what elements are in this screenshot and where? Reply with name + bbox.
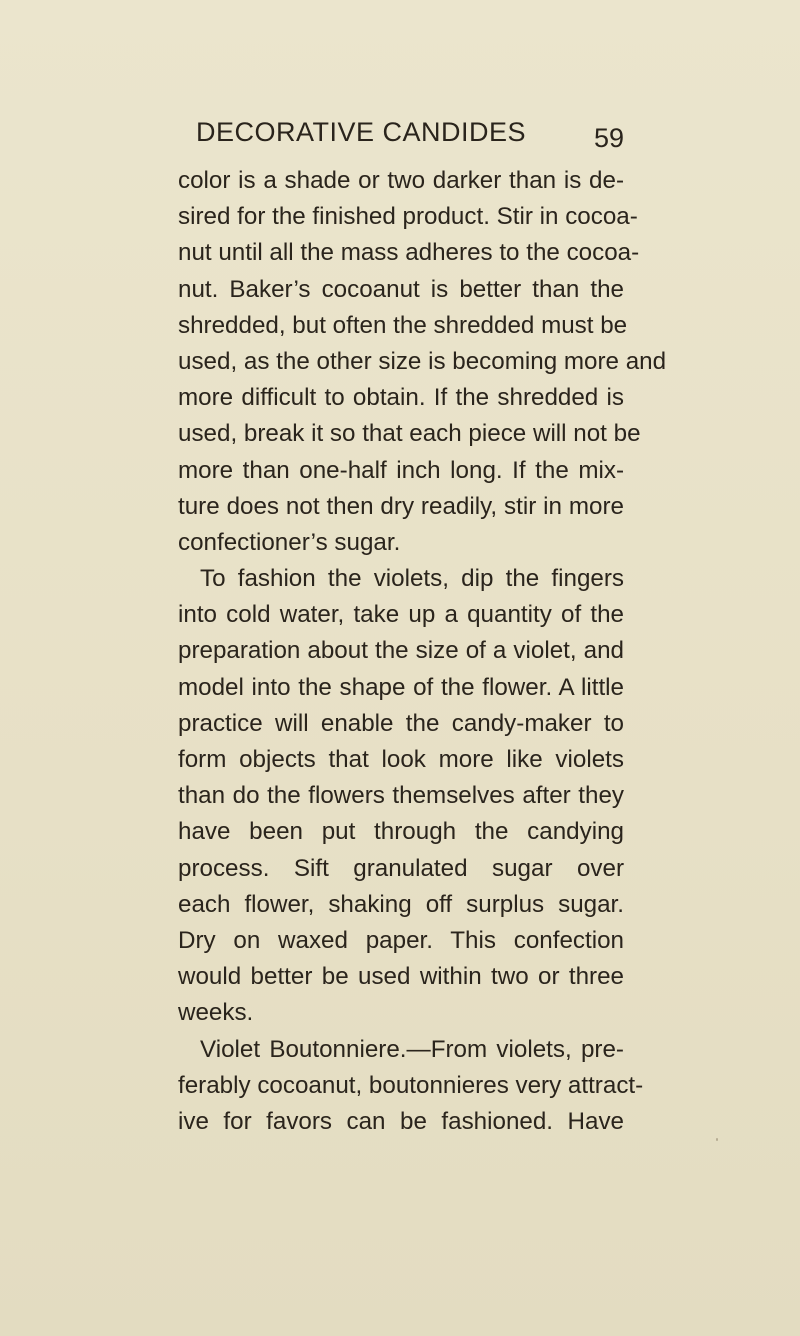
running-title: DECORATIVE CANDIDES xyxy=(196,117,527,147)
text-line: color is a shade or two darker than is de- xyxy=(178,167,624,194)
text-line: process. Sift granulated sugar over xyxy=(178,854,624,882)
text-line: confectioner’s sugar. xyxy=(178,528,401,556)
text-line: than do the flowers themselves after they xyxy=(178,782,624,810)
text-line: model into the shape of the flower. A little xyxy=(178,673,624,701)
text-line: sired for the finished product. Stir in cocoa- xyxy=(178,203,638,231)
text-line: ture does not then dry readily, stir in more xyxy=(178,492,624,520)
text-line: preparation about the size of a violet, and xyxy=(178,637,624,665)
text-line: To fashion the violets, dip the fingers xyxy=(200,565,624,593)
text-line: form objects that look more like violets xyxy=(178,746,624,773)
text-line: weeks. xyxy=(178,999,254,1027)
text-line: practice will enable the candy-maker to xyxy=(178,709,624,737)
paper-speck xyxy=(716,1138,718,1141)
text-line: into cold water, take up a quantity of the xyxy=(178,601,624,629)
body-text xyxy=(178,163,667,1140)
text-line: ive for favors can be fashioned. Have xyxy=(178,1107,624,1135)
text-line: more than one-half inch long. If the mix- xyxy=(178,456,624,484)
text-line: Dry on waxed paper. This confection xyxy=(178,926,624,954)
text-line: more difficult to obtain. If the shredded is xyxy=(178,384,624,412)
running-head xyxy=(196,112,624,152)
text-line: used, as the other size is becoming more and xyxy=(178,347,667,375)
text-line: nut until all the mass adheres to the cocoa- xyxy=(178,239,640,267)
text-line: would better be used within two or three xyxy=(178,963,624,991)
text-line: shredded, but often the shredded must be xyxy=(178,311,628,339)
page-number: 59 xyxy=(593,123,624,153)
text-line: ferably cocoanut, boutonnieres very attract- xyxy=(178,1071,644,1099)
text-line: Violet Boutonniere.—From violets, pre- xyxy=(200,1035,624,1063)
text-line: used, break it so that each piece will not be xyxy=(178,420,641,448)
text-line: nut. Baker’s cocoanut is better than the xyxy=(178,275,624,303)
text-line: have been put through the candying xyxy=(178,818,624,846)
text-line: each flower, shaking off surplus sugar. xyxy=(178,890,624,918)
